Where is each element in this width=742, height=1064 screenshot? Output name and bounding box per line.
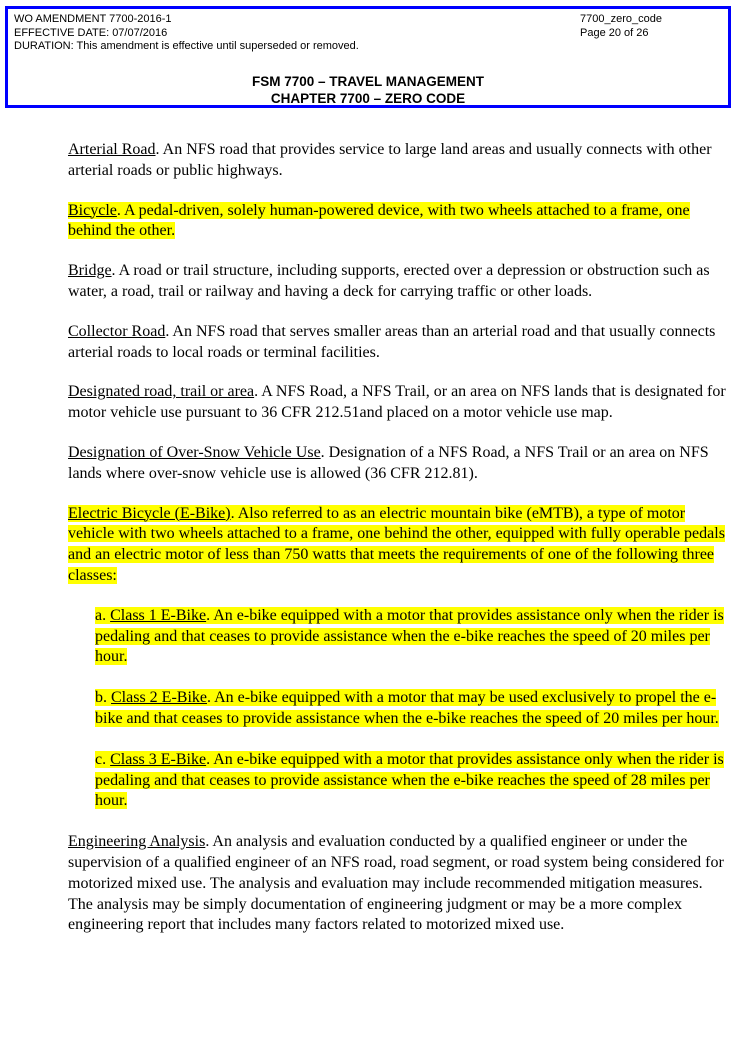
- definition-bridge: [68, 261, 728, 303]
- definition-engineering-analysis: [68, 832, 728, 936]
- definition-text: . An NFS road that serves smaller areas than an arterial road and that usually connects arterial roads to local roads or terminal facilities.: [68, 322, 716, 361]
- definition-over-snow-vehicle-use: [68, 443, 728, 485]
- class-text: . An e-bike equipped with a motor that provides assistance only when the rider is pedaling and that ceases to provide assistance when the e-bike reaches the speed of 20 miles per hour.: [95, 606, 724, 666]
- definition-electric-bicycle: [68, 504, 728, 587]
- header-left-block: [14, 13, 359, 54]
- definition-term: Arterial Road: [68, 141, 156, 158]
- definition-collector-road: [68, 322, 728, 364]
- page-number: Page 20 of 26: [580, 26, 649, 39]
- definition-designated-road: [68, 382, 728, 424]
- ebike-class-1: [95, 606, 728, 668]
- class-text: . An e-bike equipped with a motor that may be used exclusively to propel the e-bike and that ceases to provide assistance when the e-bike reaches the speed of 20 miles per hour.: [95, 689, 719, 727]
- class-letter: b.: [95, 689, 111, 707]
- document-code: 7700_zero_code: [580, 13, 662, 25]
- definition-term: Bridge: [68, 262, 112, 280]
- definition-text: . An NFS road that provides service to large land areas and usually connects with other arterial roads or public highways.: [68, 141, 712, 179]
- definition-arterial-road: [68, 140, 728, 182]
- header-title-block: [8, 74, 728, 107]
- duration: DURATION: This amendment is effective until superseded or removed.: [14, 40, 359, 52]
- definition-text: . A NFS Road, a NFS Trail, or an area on NFS lands that is designated for motor vehicle use pursuant to 36 CFR 212.51and placed on a motor vehicle use map.: [68, 383, 726, 422]
- definition-term: Designation of Over-Snow Vehicle Use: [68, 443, 321, 461]
- definition-bicycle: [68, 201, 728, 243]
- definition-term: Collector Road: [68, 322, 166, 340]
- amendment-number: WO AMENDMENT 7700-2016-1: [14, 13, 172, 25]
- class-letter: c.: [95, 750, 111, 768]
- class-term: Class 1 E-Bike: [110, 606, 207, 624]
- definition-term: Electric Bicycle (E-Bike): [68, 504, 231, 522]
- class-letter: a.: [95, 606, 111, 624]
- definition-text: . A pedal-driven, solely human-powered device, with two wheels attached to a frame, one behind the other.: [68, 201, 690, 240]
- effective-date: EFFECTIVE DATE: 07/07/2016: [14, 26, 168, 39]
- header-right-block: [580, 13, 662, 40]
- class-term: Class 2 E-Bike: [111, 689, 207, 707]
- definition-term: Designated road, trail or area: [68, 383, 255, 401]
- ebike-class-3: [95, 750, 728, 812]
- class-term: Class 3 E-Bike: [110, 750, 207, 768]
- ebike-class-2: [95, 688, 728, 730]
- definition-text: . Designation of a NFS Road, a NFS Trail or an area on NFS lands where over-snow vehicle use is allowed (36 CFR 212.81).: [68, 443, 709, 482]
- definition-term: Engineering Analysis: [68, 833, 206, 851]
- document-header: [5, 6, 731, 108]
- definition-text: . An analysis and evaluation conducted by a qualified engineer or under the supervision of a qualified engineer of an NFS road, road segment, or road system being considered for motorized mixed use. The analysis and evaluation may include recommended mitigation measures. The analysis may be simply documentation of engineering judgment or may be a more complex engineering report that includes many factors related to motorized mixed use.: [68, 833, 724, 934]
- definition-text: . A road or trail structure, including supports, erected over a depression or obstruction such as water, a road, trail or railway and having a deck for carrying traffic or other loads.: [68, 262, 710, 300]
- definition-text: . Also referred to as an electric mountain bike (eMTB), a type of motor vehicle with two wheels attached to a frame, one behind the other, equipped with fully operable pedals and an electric motor of less than 750 watts that meets the requirements of one of the following three classes:: [68, 504, 725, 584]
- document-body: [68, 140, 728, 955]
- class-text: . An e-bike equipped with a motor that provides assistance only when the rider is pedaling and that ceases to provide assistance when the e-bike reaches the speed of 28 miles per hour.: [95, 750, 724, 810]
- manual-title: FSM 7700 – TRAVEL MANAGEMENT: [251, 74, 485, 89]
- chapter-title: CHAPTER 7700 – ZERO CODE: [270, 90, 466, 106]
- definition-term: Bicycle: [68, 201, 117, 219]
